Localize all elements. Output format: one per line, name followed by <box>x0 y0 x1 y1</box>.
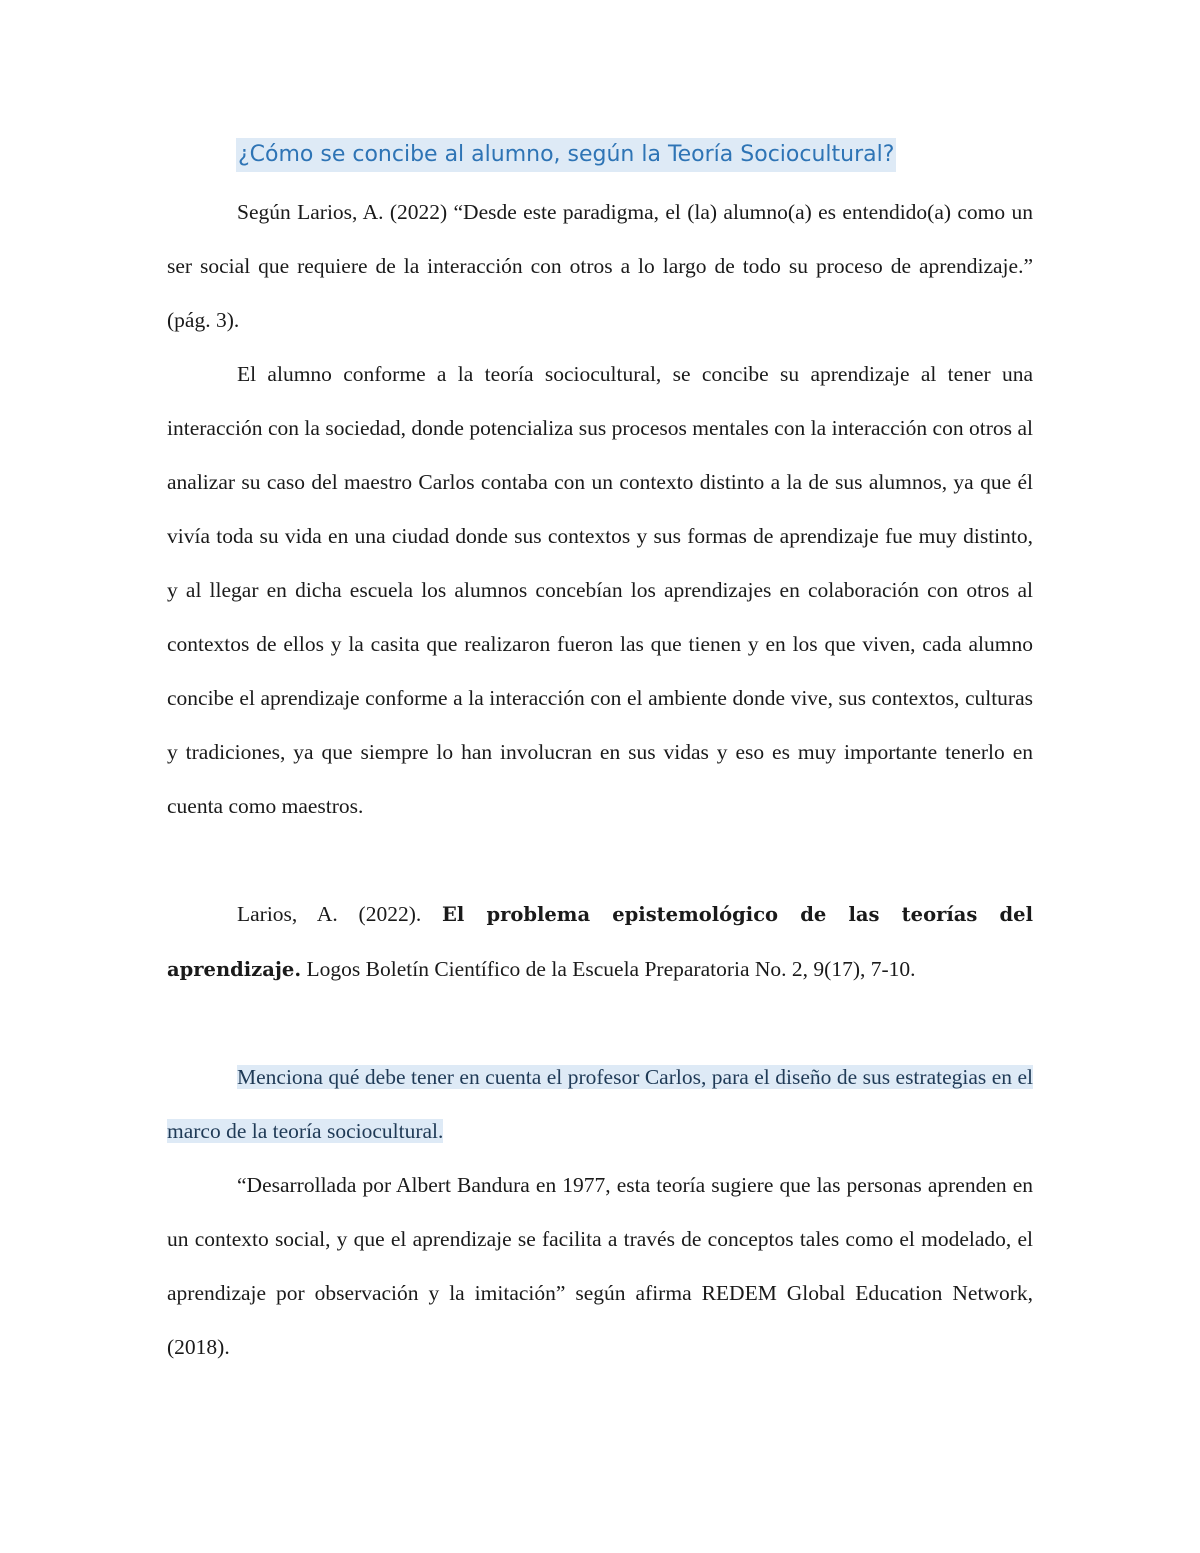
paragraph-3: “Desarrollada por Albert Bandura en 1977, esta teoría sugiere que las personas aprenden en un contexto social, y que el aprendizaje se facilita a través de conceptos tales como el modelado, el aprendizaje por observación y la imitación” según afirma REDEM Global Education Network, (2018). <box>167 1173 1033 1359</box>
reference-authors: Larios, A. (2022). <box>237 902 422 926</box>
reference-title: El problema epistemológico de las teorías del aprendizaje. <box>167 903 1033 981</box>
question-heading-1: ¿Cómo se concibe al alumno, según la Teoría Sociocultural? <box>236 138 896 172</box>
reference-entry <box>167 887 1033 997</box>
paragraph-1: Según Larios, A. (2022) “Desde este paradigma, el (la) alumno(a) es entendido(a) como un ser social que requiere de la interacción con otros a lo largo de todo su proceso de aprendizaje.” (pág. 3). <box>167 200 1033 332</box>
reference-source: Logos Boletín Científico de la Escuela Preparatoria No. 2, 9(17), 7-10. <box>306 957 916 981</box>
paragraph-2: El alumno conforme a la teoría sociocultural, se concibe su aprendizaje al tener una interacción con la sociedad, donde potencializa sus procesos mentales con la interacción con otros al analizar su caso del maestro Carlos contaba con un contexto distinto a la de sus alumnos, ya que él vivía toda su vida en una ciudad donde sus contextos y sus formas de aprendizaje fue muy distinto, y al llegar en dicha escuela los alumnos concebían los aprendizajes en colaboración con otros al contextos de ellos y la casita que realizaron fueron las que tienen y en los que viven, cada alumno concibe el aprendizaje conforme a la interacción con el ambiente donde vive, sus contextos, culturas y tradiciones, ya que siempre lo han involucran en sus vidas y eso es muy importante tenerlo en cuenta como maestros. <box>167 362 1033 818</box>
question-heading-2 <box>167 1050 1033 1158</box>
question-2-text: Menciona qué debe tener en cuenta el profesor Carlos, para el diseño de sus estrategias en el marco de la teoría sociocultural. <box>167 1065 1033 1143</box>
